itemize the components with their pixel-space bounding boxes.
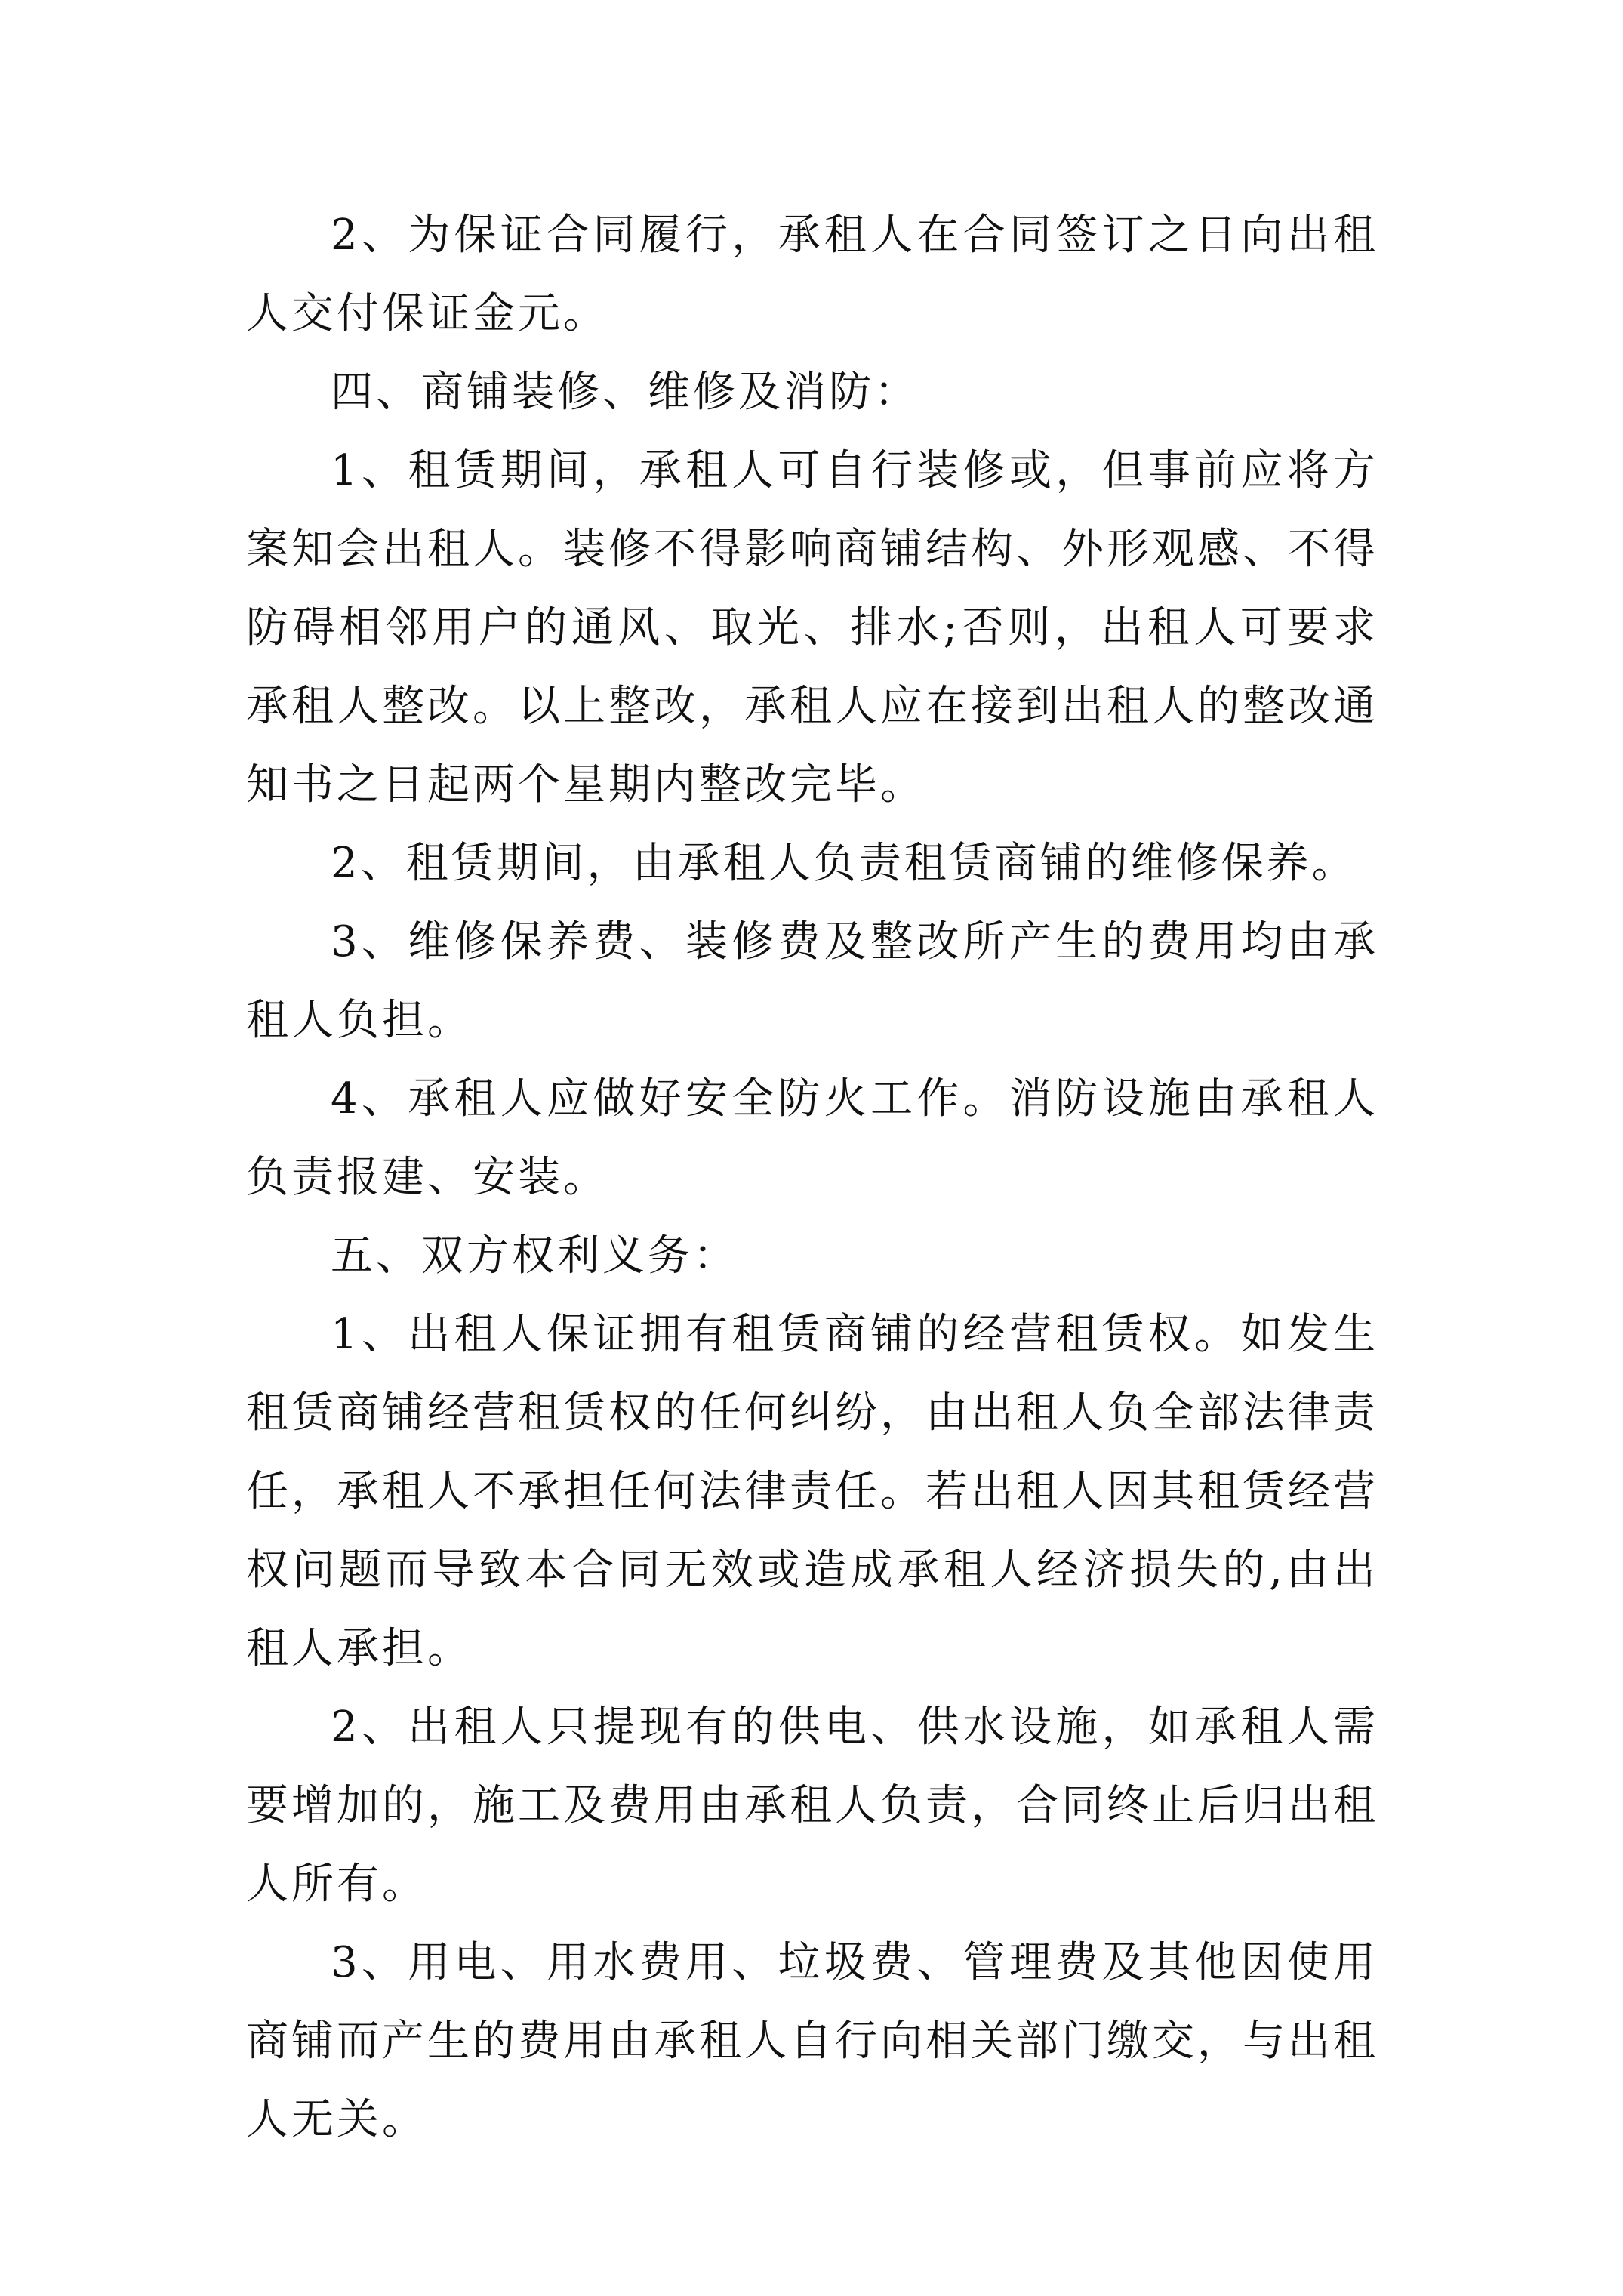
paragraph-deposit: 2、为保证合同履行，承租人在合同签订之日向出租人交付保证金元。 bbox=[246, 211, 1378, 338]
paragraph-lessor-rights: 1、出租人保证拥有租赁商铺的经营租赁权。如发生租赁商铺经营租赁权的任何纠纷，由出租人负全部法律责任，承租人不承担任何法律责任。若出租人因其租赁经营权问题而导致本合同无效或造成承租人经济损失的,由出租人承担。 bbox=[246, 1310, 1378, 1673]
paragraph-utility-fees: 3、用电、用水费用、垃圾费、管理费及其他因使用商铺而产生的费用由承租人自行向相关部门缴交，与出租人无关。 bbox=[246, 1938, 1378, 2144]
section-heading-rights-obligations: 五、双方权利义务： bbox=[331, 1231, 738, 1281]
paragraph-renovation-approval: 1、租赁期间，承租人可自行装修或，但事前应将方案知会出租人。装修不得影响商铺结构、外形观感、不得防碍相邻用户的通风、取光、排水;否则，出租人可要求承租人整改。以上整改，承租人应在接到出租人的整改通知书之日起两个星期内整改完毕。 bbox=[246, 446, 1378, 809]
paragraph-maintenance-costs: 3、维修保养费、装修费及整改所产生的费用均由承租人负担。 bbox=[246, 917, 1378, 1045]
document-body bbox=[246, 196, 1378, 2159]
paragraph-fire-safety: 4、承租人应做好安全防火工作。消防设施由承租人负责报建、安装。 bbox=[246, 1074, 1378, 1202]
paragraph-utilities-facilities: 2、出租人只提现有的供电、供水设施，如承租人需要增加的，施工及费用由承租人负责，合同终止后归出租人所有。 bbox=[246, 1703, 1378, 1909]
section-heading-renovation: 四、商铺装修、维修及消防： bbox=[331, 368, 919, 417]
paragraph-maintenance: 2、租赁期间，由承租人负责租赁商铺的维修保养。 bbox=[331, 839, 1357, 888]
